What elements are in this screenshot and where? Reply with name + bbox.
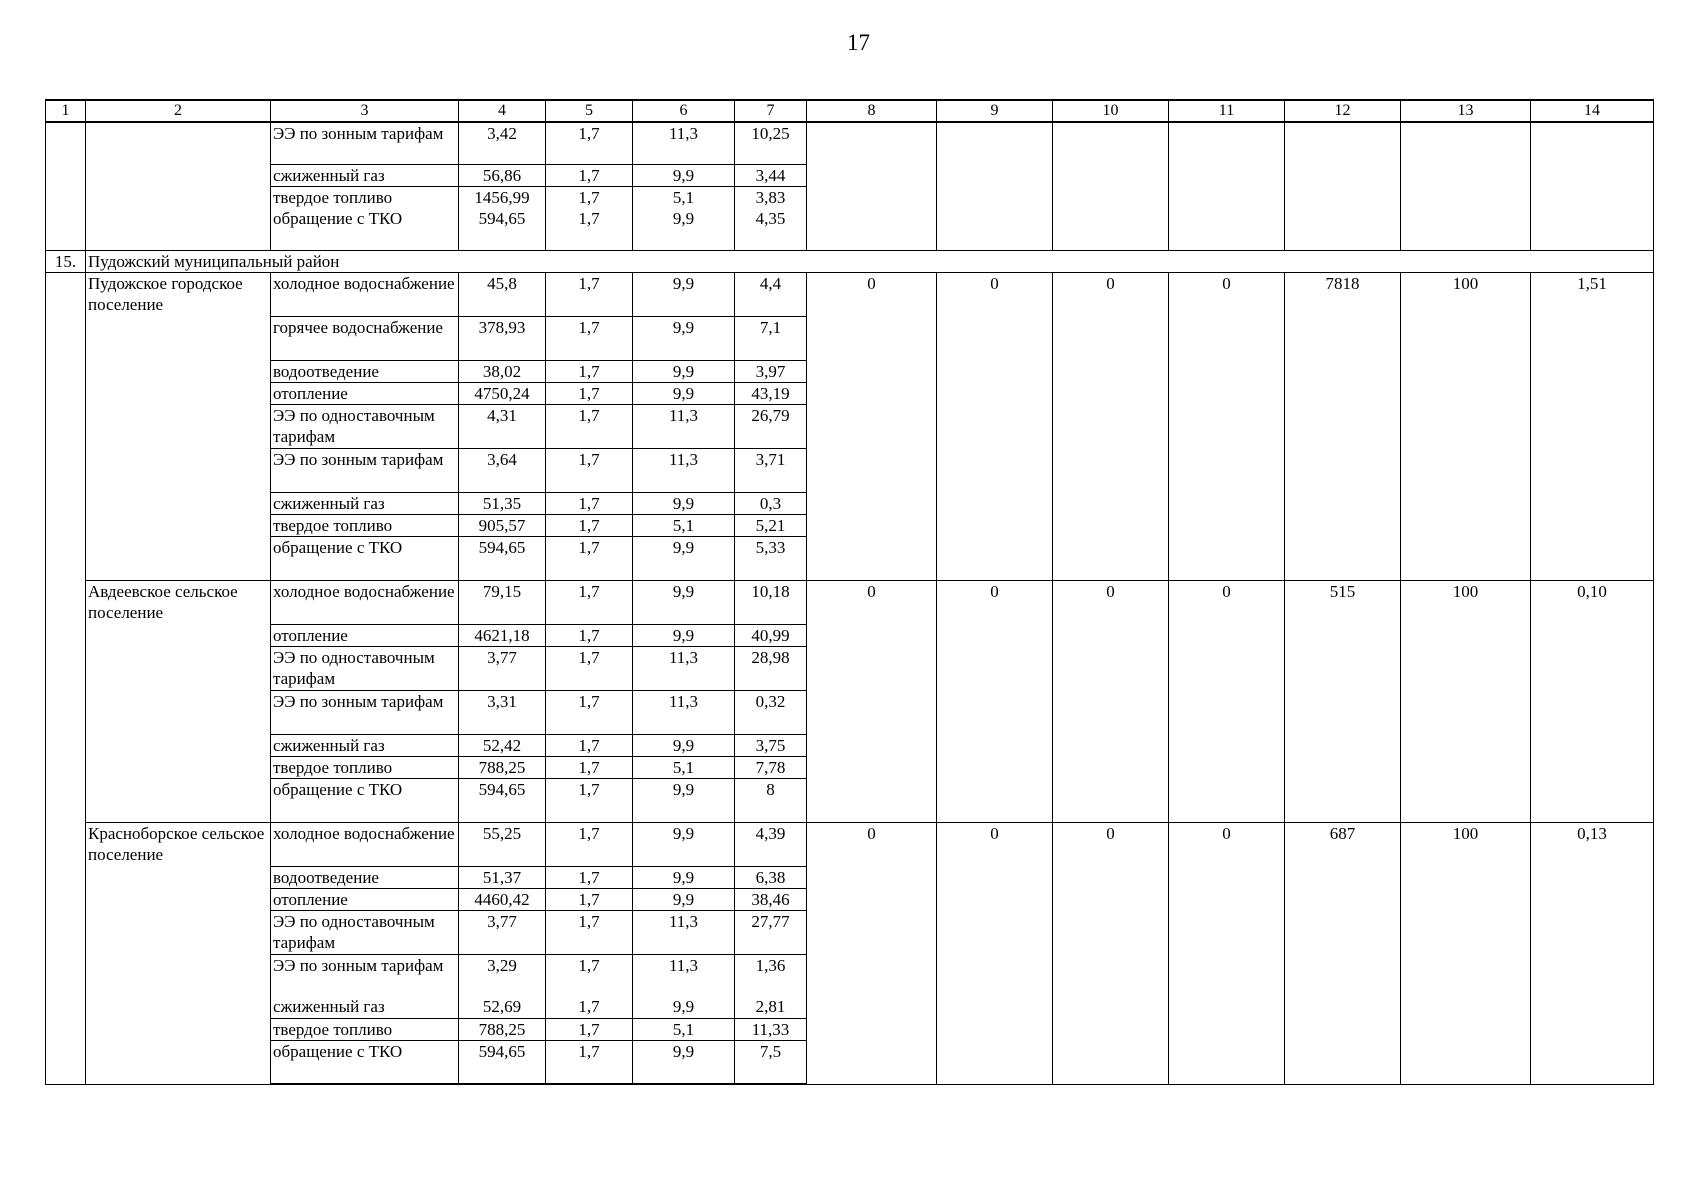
table-row bbox=[46, 272, 1654, 316]
value-cell: 4,39 bbox=[735, 822, 807, 866]
value-cell: 28,98 bbox=[735, 646, 807, 690]
value-cell: 0,3 bbox=[735, 492, 807, 514]
value-cell: 0 bbox=[1169, 822, 1285, 1084]
value-cell: 10,25 bbox=[735, 122, 807, 164]
value-cell: 0 bbox=[937, 272, 1053, 580]
empty-cell bbox=[937, 122, 1053, 250]
value-cell: 27,77 bbox=[735, 910, 807, 954]
value-cell: 40,99 bbox=[735, 624, 807, 646]
value-cell: 1456,99 bbox=[459, 186, 546, 208]
value-cell: 3,77 bbox=[459, 646, 546, 690]
value-cell: 3,97 bbox=[735, 360, 807, 382]
column-header: 10 bbox=[1053, 100, 1169, 122]
value-cell: 10,18 bbox=[735, 580, 807, 624]
value-cell: 9,9 bbox=[633, 778, 735, 822]
value-cell: 0,32 bbox=[735, 690, 807, 734]
value-cell: 51,35 bbox=[459, 492, 546, 514]
value-cell: 0 bbox=[937, 822, 1053, 1084]
value-cell: 26,79 bbox=[735, 404, 807, 448]
empty-cell bbox=[1531, 122, 1654, 250]
value-cell: 3,44 bbox=[735, 164, 807, 186]
value-cell: 11,3 bbox=[633, 404, 735, 448]
value-cell: 1,7 bbox=[546, 448, 633, 492]
service-name: твердое топливо bbox=[271, 1018, 459, 1040]
value-cell: 5,21 bbox=[735, 514, 807, 536]
service-name: твердое топливо bbox=[271, 186, 459, 208]
value-cell: 1,7 bbox=[546, 624, 633, 646]
settlement-name: Пудожское городское поселение bbox=[86, 272, 271, 580]
settlement-name: Авдеевское сельское поселение bbox=[86, 580, 271, 822]
value-cell: 11,3 bbox=[633, 954, 735, 996]
value-cell: 905,57 bbox=[459, 514, 546, 536]
page-number: 17 bbox=[847, 30, 870, 55]
value-cell: 0 bbox=[1053, 580, 1169, 822]
value-cell: 1,7 bbox=[546, 514, 633, 536]
value-cell: 3,75 bbox=[735, 734, 807, 756]
value-cell: 79,15 bbox=[459, 580, 546, 624]
value-cell: 3,71 bbox=[735, 448, 807, 492]
value-cell: 9,9 bbox=[633, 208, 735, 250]
value-cell: 100 bbox=[1401, 580, 1531, 822]
value-cell: 9,9 bbox=[633, 624, 735, 646]
value-cell: 5,33 bbox=[735, 536, 807, 580]
column-header: 4 bbox=[459, 100, 546, 122]
value-cell: 0 bbox=[807, 272, 937, 580]
value-cell: 4,31 bbox=[459, 404, 546, 448]
service-name: обращение с ТКО bbox=[271, 208, 459, 250]
value-cell: 3,29 bbox=[459, 954, 546, 996]
value-cell: 100 bbox=[1401, 822, 1531, 1084]
table-row bbox=[46, 122, 1654, 164]
value-cell: 1,7 bbox=[546, 122, 633, 164]
value-cell: 1,7 bbox=[546, 272, 633, 316]
value-cell: 9,9 bbox=[633, 734, 735, 756]
value-cell: 9,9 bbox=[633, 888, 735, 910]
value-cell: 0 bbox=[1053, 822, 1169, 1084]
value-cell: 3,64 bbox=[459, 448, 546, 492]
service-name: сжиженный газ bbox=[271, 996, 459, 1018]
service-name: ЭЭ по зонным тарифам bbox=[271, 448, 459, 492]
value-cell: 7,5 bbox=[735, 1040, 807, 1084]
value-cell: 9,9 bbox=[633, 996, 735, 1018]
value-cell: 9,9 bbox=[633, 1040, 735, 1084]
value-cell: 4,4 bbox=[735, 272, 807, 316]
value-cell: 43,19 bbox=[735, 382, 807, 404]
column-header: 12 bbox=[1285, 100, 1401, 122]
value-cell: 1,7 bbox=[546, 822, 633, 866]
column-header: 14 bbox=[1531, 100, 1654, 122]
value-cell: 1,7 bbox=[546, 208, 633, 250]
service-name: ЭЭ по одноставочным тарифам bbox=[271, 910, 459, 954]
value-cell: 4750,24 bbox=[459, 382, 546, 404]
service-name: обращение с ТКО bbox=[271, 778, 459, 822]
value-cell: 38,02 bbox=[459, 360, 546, 382]
service-name: ЭЭ по зонным тарифам bbox=[271, 122, 459, 164]
value-cell: 11,33 bbox=[735, 1018, 807, 1040]
value-cell: 594,65 bbox=[459, 778, 546, 822]
value-cell: 9,9 bbox=[633, 822, 735, 866]
value-cell: 11,3 bbox=[633, 646, 735, 690]
value-cell: 5,1 bbox=[633, 514, 735, 536]
column-header: 6 bbox=[633, 100, 735, 122]
column-header: 2 bbox=[86, 100, 271, 122]
value-cell: 0 bbox=[807, 580, 937, 822]
value-cell: 594,65 bbox=[459, 1040, 546, 1084]
value-cell: 1,7 bbox=[546, 404, 633, 448]
column-header: 7 bbox=[735, 100, 807, 122]
value-cell: 55,25 bbox=[459, 822, 546, 866]
empty-cell bbox=[1285, 122, 1401, 250]
value-cell: 1,7 bbox=[546, 382, 633, 404]
value-cell: 1,7 bbox=[546, 164, 633, 186]
value-cell: 9,9 bbox=[633, 164, 735, 186]
value-cell: 11,3 bbox=[633, 122, 735, 164]
value-cell: 56,86 bbox=[459, 164, 546, 186]
value-cell: 1,7 bbox=[546, 910, 633, 954]
value-cell: 1,7 bbox=[546, 734, 633, 756]
value-cell: 4,35 bbox=[735, 208, 807, 250]
column-header: 13 bbox=[1401, 100, 1531, 122]
section-number: 15. bbox=[46, 250, 86, 272]
value-cell: 0 bbox=[1169, 580, 1285, 822]
value-cell: 1,7 bbox=[546, 536, 633, 580]
service-name: холодное водоснабжение bbox=[271, 272, 459, 316]
empty-cell bbox=[1053, 122, 1169, 250]
value-cell: 3,77 bbox=[459, 910, 546, 954]
value-cell: 52,42 bbox=[459, 734, 546, 756]
value-cell: 51,37 bbox=[459, 866, 546, 888]
value-cell: 0 bbox=[807, 822, 937, 1084]
value-cell: 1,36 bbox=[735, 954, 807, 996]
value-cell: 1,7 bbox=[546, 646, 633, 690]
service-name: обращение с ТКО bbox=[271, 1040, 459, 1084]
value-cell: 1,7 bbox=[546, 996, 633, 1018]
settlement-name: Красноборское сельское поселение bbox=[86, 822, 271, 1084]
service-name: обращение с ТКО bbox=[271, 536, 459, 580]
value-cell: 8 bbox=[735, 778, 807, 822]
value-cell: 11,3 bbox=[633, 690, 735, 734]
service-name: водоотведение bbox=[271, 360, 459, 382]
value-cell: 38,46 bbox=[735, 888, 807, 910]
value-cell: 1,7 bbox=[546, 690, 633, 734]
value-cell: 52,69 bbox=[459, 996, 546, 1018]
value-cell: 1,7 bbox=[546, 492, 633, 514]
service-name: твердое топливо bbox=[271, 514, 459, 536]
value-cell: 11,3 bbox=[633, 448, 735, 492]
empty-cell bbox=[46, 272, 86, 1084]
value-cell: 11,3 bbox=[633, 910, 735, 954]
value-cell: 1,7 bbox=[546, 1040, 633, 1084]
value-cell: 0,13 bbox=[1531, 822, 1654, 1084]
value-cell: 7,1 bbox=[735, 316, 807, 360]
value-cell: 1,7 bbox=[546, 756, 633, 778]
value-cell: 7818 bbox=[1285, 272, 1401, 580]
service-name: ЭЭ по одноставочным тарифам bbox=[271, 646, 459, 690]
value-cell: 100 bbox=[1401, 272, 1531, 580]
table-row bbox=[46, 580, 1654, 624]
value-cell: 3,83 bbox=[735, 186, 807, 208]
service-name: отопление bbox=[271, 888, 459, 910]
service-name: сжиженный газ bbox=[271, 492, 459, 514]
table-row bbox=[46, 822, 1654, 866]
value-cell: 788,25 bbox=[459, 756, 546, 778]
value-cell: 3,31 bbox=[459, 690, 546, 734]
empty-cell bbox=[1169, 122, 1285, 250]
value-cell: 687 bbox=[1285, 822, 1401, 1084]
column-header: 1 bbox=[46, 100, 86, 122]
value-cell: 594,65 bbox=[459, 536, 546, 580]
value-cell: 9,9 bbox=[633, 492, 735, 514]
value-cell: 9,9 bbox=[633, 316, 735, 360]
value-cell: 1,7 bbox=[546, 888, 633, 910]
service-name: горячее водоснабжение bbox=[271, 316, 459, 360]
service-name: холодное водоснабжение bbox=[271, 580, 459, 624]
service-name: сжиженный газ bbox=[271, 734, 459, 756]
service-name: отопление bbox=[271, 382, 459, 404]
service-name: водоотведение bbox=[271, 866, 459, 888]
value-cell: 1,51 bbox=[1531, 272, 1654, 580]
value-cell: 45,8 bbox=[459, 272, 546, 316]
service-name: холодное водоснабжение bbox=[271, 822, 459, 866]
column-header: 8 bbox=[807, 100, 937, 122]
value-cell: 0,10 bbox=[1531, 580, 1654, 822]
value-cell: 5,1 bbox=[633, 1018, 735, 1040]
value-cell: 1,7 bbox=[546, 580, 633, 624]
value-cell: 4621,18 bbox=[459, 624, 546, 646]
value-cell: 515 bbox=[1285, 580, 1401, 822]
service-name: сжиженный газ bbox=[271, 164, 459, 186]
value-cell: 5,1 bbox=[633, 186, 735, 208]
empty-cell bbox=[46, 122, 86, 250]
column-header: 11 bbox=[1169, 100, 1285, 122]
value-cell: 9,9 bbox=[633, 382, 735, 404]
value-cell: 9,9 bbox=[633, 866, 735, 888]
value-cell: 788,25 bbox=[459, 1018, 546, 1040]
value-cell: 378,93 bbox=[459, 316, 546, 360]
value-cell: 9,9 bbox=[633, 360, 735, 382]
column-header: 9 bbox=[937, 100, 1053, 122]
service-name: ЭЭ по зонным тарифам bbox=[271, 954, 459, 996]
value-cell: 6,38 bbox=[735, 866, 807, 888]
service-name: ЭЭ по одноставочным тарифам bbox=[271, 404, 459, 448]
value-cell: 9,9 bbox=[633, 580, 735, 624]
value-cell: 3,42 bbox=[459, 122, 546, 164]
section-title: Пудожский муниципальный район bbox=[86, 250, 1654, 272]
value-cell: 7,78 bbox=[735, 756, 807, 778]
value-cell: 1,7 bbox=[546, 1018, 633, 1040]
column-header: 5 bbox=[546, 100, 633, 122]
value-cell: 1,7 bbox=[546, 360, 633, 382]
value-cell: 594,65 bbox=[459, 208, 546, 250]
service-name: отопление bbox=[271, 624, 459, 646]
value-cell: 0 bbox=[1169, 272, 1285, 580]
section-row bbox=[46, 250, 1654, 272]
value-cell: 4460,42 bbox=[459, 888, 546, 910]
column-number-row bbox=[46, 100, 1654, 122]
value-cell: 1,7 bbox=[546, 954, 633, 996]
service-name: ЭЭ по зонным тарифам bbox=[271, 690, 459, 734]
value-cell: 1,7 bbox=[546, 186, 633, 208]
value-cell: 1,7 bbox=[546, 866, 633, 888]
value-cell: 1,7 bbox=[546, 316, 633, 360]
value-cell: 0 bbox=[937, 580, 1053, 822]
value-cell: 9,9 bbox=[633, 272, 735, 316]
empty-cell bbox=[807, 122, 937, 250]
value-cell: 2,81 bbox=[735, 996, 807, 1018]
empty-cell bbox=[86, 122, 271, 250]
tariff-table bbox=[45, 99, 1654, 1085]
empty-cell bbox=[1401, 122, 1531, 250]
value-cell: 1,7 bbox=[546, 778, 633, 822]
value-cell: 9,9 bbox=[633, 536, 735, 580]
service-name: твердое топливо bbox=[271, 756, 459, 778]
column-header: 3 bbox=[271, 100, 459, 122]
value-cell: 5,1 bbox=[633, 756, 735, 778]
value-cell: 0 bbox=[1053, 272, 1169, 580]
